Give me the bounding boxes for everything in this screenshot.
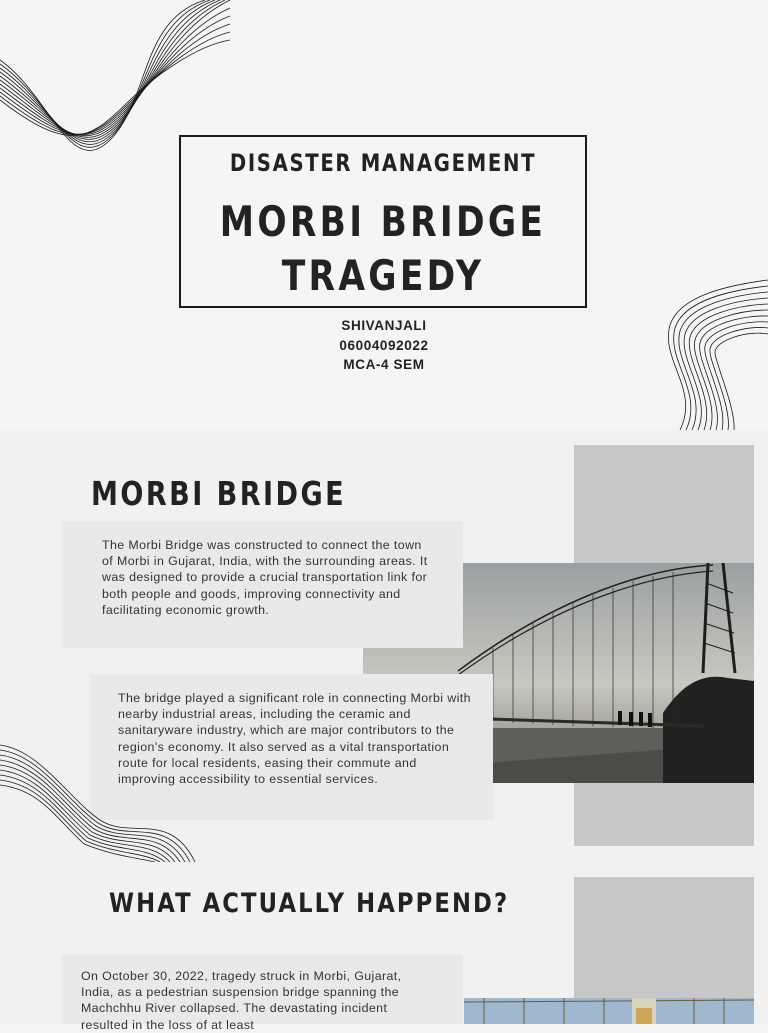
info-card-3: [61, 954, 463, 1032]
bridge-crowd-photo: [464, 998, 754, 1024]
section-heading: MORBI BRIDGE: [91, 474, 347, 513]
title-line-2: TRAGEDY: [281, 251, 485, 300]
paragraph-construction: The Morbi Bridge was constructed to connect the town of Morbi in Gujarat, India, with the surrounding areas. It was designed to provide a crucial transportation link for both people and goods, improving connectivity and facilitating economic growth.: [102, 538, 428, 617]
title-frame: [179, 135, 587, 308]
wave-lines-bottom-left-icon: [0, 740, 205, 862]
what-happened-slide: [0, 862, 768, 1032]
paragraph-incident: On October 30, 2022, tragedy struck in Morbi, Gujarat, India, as a pedestrian suspension bridge spanning the Machchhu River collapsed. The devastating incident resulted in the loss of at least: [81, 969, 402, 1032]
info-card-1: [61, 521, 463, 648]
section-heading: WHAT ACTUALLY HAPPEND?: [109, 888, 510, 919]
title-slide: [0, 0, 768, 430]
author-id: 06004092022: [339, 337, 429, 353]
presentation-title: [217, 195, 548, 303]
morbi-bridge-slide: [0, 430, 768, 862]
author-info: [0, 316, 768, 375]
paragraph-significance: The bridge played a significant role in connecting Morbi with nearby industrial areas, including the ceramic and sanitaryware industry, which are major contributors to the region's economy. It also served as a vital transportation route for local residents, easing their commute and improving accessibility to essential services.: [118, 691, 471, 787]
subject-label: DISASTER MANAGEMENT: [229, 149, 537, 177]
title-line-1: MORBI BRIDGE: [219, 197, 547, 246]
author-name: SHIVANJALI: [341, 318, 427, 333]
author-course: MCA-4 SEM: [343, 357, 425, 372]
